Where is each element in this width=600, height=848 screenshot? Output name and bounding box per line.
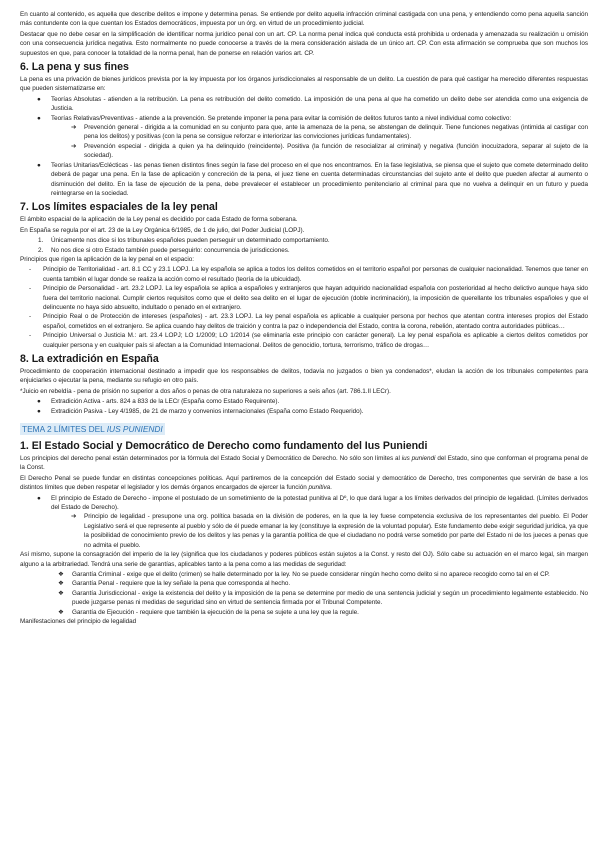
bullet-icon: ● [37, 407, 41, 415]
dash-list [20, 265, 588, 350]
section-heading: 7. Los límites espaciales de la ley penal [20, 201, 218, 214]
numbered-list [20, 236, 588, 255]
list-item: - Principio de Personalidad - art. 23.2 LOPJ. La ley española se aplica a españoles y extranjeros que hayan adquirido nacionalidad española con posterioridad al hecho delictivo aunque haya sido fuera del territorio nacional. Cumplir ciertos requisitos como que el delito sea delito en el lugar de ejecución (doble incriminación), la imposición de querellante los tribunales españoles y que el delincuente no haya sido absuelto, indultado o penado en el extranjero. [29, 285, 588, 311]
list-item: - Principio Universal o Justicia M.: art. 23.4 LOPJ; LO 1/2009; LO 1/2014 (se eliminaría este principio con carácter general). La ley penal española es aplicable a ciertos delitos cometidos por cualquier persona y en cualquier país si afectan a la Comunidad Internacional. Delitos de genocidio, tortura, terrorismo, tráfico de drogas… [29, 332, 588, 349]
bullet-icon: ● [37, 95, 41, 103]
bullet-list [20, 397, 588, 416]
paragraph: En cuanto al contenido, es aquella que describe delitos e impone y determina penas. Se entiende por delito aquella infracción criminal castigada con una pena, y entendiendo como pena aquella sanción más contundente con la que cuentan los Estados democráticos, impuesta por un órg. en virtud de un procedimiento judicial. [20, 11, 588, 28]
paragraph: Procedimiento de cooperación internacional destinado a impedir que los responsables de delitos, todavía no juzgados o bien ya condenados*, eludan la acción de los tribunales competentes para enjuiciarles o ejecutar la pena, mediante su refugio en otro país. [20, 368, 588, 385]
list-item: ● Teorías Relativas/Preventivas - atiende a la prevención. Se pretende imponer la pena para evitar la comisión de delitos futuros tanto a nivel individual como colectivo: [37, 114, 512, 122]
paragraph: La pena es una privación de bienes jurídicos prevista por la ley impuesta por los órganos jurisdiccionales al responsable de un delito. La cuestión de para qué castigar ha merecido diferentes respuestas que pueden sistematizarse en: [20, 76, 588, 93]
section-heading: 6. La pena y sus fines [20, 61, 129, 74]
bullet-icon: ❖ [58, 570, 64, 578]
dash-icon: - [29, 285, 32, 293]
paragraph: Principios que rigen la aplicación de la ley penal en el espacio: [20, 255, 195, 263]
dash-icon: - [29, 332, 32, 340]
paragraph: El ámbito espacial de la aplicación de la Ley penal es decidido por cada Estado de forma soberana. [20, 216, 298, 224]
section-heading: 1. El Estado Social y Democrático de Derecho como fundamento del Ius Puniendi [20, 440, 428, 453]
paragraph: *Juicio en rebeldía - pena de prisión no superior a dos años o penas de otra naturaleza no superiores a seis años (art. 786.1.II LECr). [20, 387, 391, 395]
section-heading: 8. La extradición en España [20, 353, 159, 365]
list-item: ● El principio de Estado de Derecho - impone el postulado de un sometimiento de la potestad punitiva al Dº, lo que dará lugar a los límites derivados del principio de legalidad. (Límites derivados del Estado de Derecho). [37, 494, 588, 512]
paragraph: En España se regula por el art. 23 de la Ley Orgánica 6/1985, de 1 de julio, del Poder Judicial (LOPJ). [20, 226, 305, 234]
paragraph: Así mismo, supone la consagración del imperio de la ley (significa que los ciudadanos y poderes públicos están sujetos a la Const. y resto del OJ). Sólo cabe su actuación en el marco legal, sin margen alguno a la arbitrariedad. Tendrá una serie de garantías, aplicables tanto a la pena como a las medidas de seguridad: [20, 551, 588, 568]
list-item: ● Teorías Unitarias/Eclécticas - las penas tienen distintos fines según la fase del proceso en el que nos encontramos. En la fase legislativa, se piensa que el sujeto que comete determinado delito deberá de pagar una pena. En la fase de aplicación y concreción de la pena, el juez tiene en cuenta determinadas circunstancias del sujeto ante el delito que pueden afectar al aumento o disminución del delito. En la fase de ejecución de la pena, debe prevalecer el establecer un procedimiento penitenciario al criminal para que no vuelva a delinquir en un futuro y pueda reintegrarse en la sociedad. [37, 161, 588, 197]
list-item: - Principio de Territorialidad - art. 8.1 CC y 23.1 LOPJ. La ley española se aplica a todos los delitos cometidos en el territorio español por personas de cualquier nacionalidad. Tenemos que tener en cuenta también el lugar donde se realiza la acción como el resultado (teoría de la ubicuidad). [29, 266, 588, 283]
paragraph: Los principios del derecho penal están determinados por la fórmula del Estado Social y Democrático de Derecho. No sólo son límites al ius puniendi del Estado, sino que conforman el programa penal de la Const. [20, 455, 589, 472]
chapter-heading: TEMA 2 LÍMITES DEL IUS PUNIENDI [22, 424, 163, 435]
bullet-list [20, 95, 588, 198]
bullet-list [20, 494, 588, 550]
list-item: ❖ Garantía Penal - requiere que la ley señale la pena que corresponda al hecho. [58, 580, 291, 588]
bullet-icon: ● [37, 161, 41, 169]
bullet-icon: ❖ [58, 608, 64, 616]
arrow-icon: ➔ [71, 124, 77, 132]
list-item: - Principio Real o de Protección de intereses (españoles) - art. 23.3 LOPJ. La ley penal española es aplicable a cualquier persona por hechos que atentan contra intereses propios del Estado español, cometidos en el extranjero. Se aplica cuando hay delitos de traición y contra la paz o independencia del Estado, contra la corona, rebelión, atentado contra autoridades públicas… [29, 313, 588, 330]
arrow-icon: ➔ [71, 142, 77, 150]
list-item: ❖ Garantía de Ejecución - requiere que también la ejecución de la pena se sujete a una ley que la regule. [58, 608, 359, 616]
list-item: 1. Únicamente nos dice si los tribunales españoles pueden perseguir un determinado comportamiento. [38, 237, 330, 245]
bullet-icon: ❖ [58, 580, 64, 588]
list-item: ● Extradición Activa - arts. 824 a 833 de la LECr (España como Estado Requirente). [37, 398, 280, 406]
list-item: ➔ Prevención general - dirigida a la comunidad en su conjunto para que, ante la amenaza de la pena, se abstengan de delinquir. Tiene funciones negativas (intimida al castigar con pena los delitos) y positivas (con la pena se consigue reforzar e interiorizar las convicciones jurídicas fundamentales). [71, 124, 588, 141]
list-item: ❖ Garantía Criminal - exige que el delito (crimen) se halle determinado por la ley. No se puede considerar ningún hecho como delito si no aparece recogido como tal en el CP. [58, 570, 550, 578]
list-item: ❖ Garantía Jurisdiccional - exige la existencia del delito y la imposición de la pena se determine por medio de una sentencia judicial y según un procedimiento legalmente establecido. No puede juzgarse penas ni medidas de seguridad sino en virtud de sentencia firmada por el Tribunal Competente. [58, 589, 588, 607]
arrow-icon: ➔ [71, 513, 77, 521]
dash-icon: - [29, 266, 32, 274]
paragraph: Manifestaciones del principio de legalidad [20, 617, 137, 625]
bullet-icon: ● [37, 114, 41, 122]
list-item: ● Extradición Pasiva - Ley 4/1985, de 21 de marzo y convenios internacionales (España como Estado Requerido). [37, 407, 364, 415]
list-item: ➔ Prevención especial - dirigida a quien ya ha delinquido (reincidente). Positiva (la función de resocializar al criminal) y negativa (función inocuizadora, separar al sujeto de la sociedad). [71, 142, 588, 160]
bullet-icon: ❖ [58, 589, 64, 597]
paragraph: Destacar que no debe cesar en la simplificación de identificar norma jurídico penal con un art. CP. La norma penal indica qué conducta está prohibida u ordenada y amenazada su realización u omisión con una consecuencia jurídica negativa. Esto normalmente no puede conocerse a través de la mera consideración aislada de un único art. CP. Con esta afirmación se comprueba que son muchos los supuestos en que, para conocer la totalidad de la norma penal, han de ponerse en relación varios art. CP. [20, 30, 588, 57]
list-item: ● Teorías Absolutas - atienden a la retribución. La pena es retribución del delito cometido. La imposición de una pena al que ha cometido un delito debe ser atendida como una exigencia de Justicia. [37, 95, 588, 113]
bullet-icon: ● [37, 398, 41, 406]
bullet-list [20, 570, 588, 617]
list-item: 2. No nos dice si otro Estado también puede perseguirlo: concurrencia de jurisdicciones. [38, 246, 290, 254]
bullet-icon: ● [37, 494, 41, 502]
list-item: ➔ Principio de legalidad - presupone una org. política basada en la división de poderes, en la que la ley fuese competencia exclusiva de los representantes del pueblo. El Poder Legislativo será el que represente al pueblo y sólo de él puede emanar la ley (constituye la expresión de la voluntad popular). Este fundamento debe exigir seguridad jurídica, ya que la posibilidad de conocimiento previo de los delitos y las penas y la garantía política de que el ciudadano no podrá verse sometido por parte del Estado ni de los jueces a penas que no admita el pueblo. [71, 513, 588, 549]
dash-icon: - [29, 313, 32, 321]
paragraph: El Derecho Penal se puede fundar en distintas concepciones políticas. Aquí partiremos de la concepción del Estado social y democrático de Derecho, tres componentes que servirán de base a los distintos límites que deben respetar el legislador y los demás órganos encargados de ejercer la función punitiva. [20, 474, 588, 492]
